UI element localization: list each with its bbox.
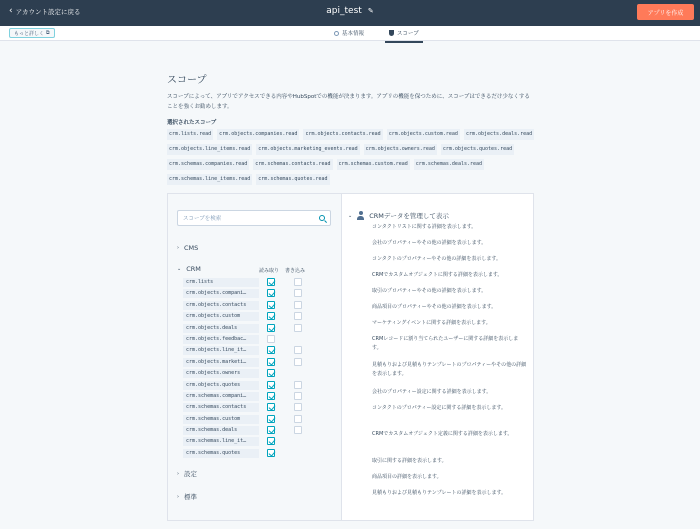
top-bar (0, 0, 700, 26)
scope-chip: crm.objects.custom.read (387, 129, 460, 140)
page-title: スコープ (167, 75, 207, 86)
info-circle-icon (334, 31, 339, 36)
read-checkbox[interactable] (267, 312, 275, 320)
crm-details-heading: CRMデータを管理して表示 (369, 212, 449, 220)
search-icon[interactable] (319, 215, 325, 221)
back-link-label: アカウント設定に戻る (15, 8, 81, 16)
scope-chip: crm.objects.companies.read (217, 129, 299, 140)
tab-basic-info-label: 基本情報 (342, 31, 365, 37)
crm-details-toggle[interactable] (348, 211, 449, 220)
scope-name: crm.schemas.custom (183, 415, 259, 424)
chevron-right-icon: › (177, 245, 179, 251)
scope-row (183, 380, 313, 391)
edit-pencil-icon[interactable]: ✎ (367, 7, 374, 15)
write-checkbox[interactable] (294, 312, 302, 320)
scope-row (183, 334, 313, 345)
read-checkbox[interactable] (267, 358, 275, 366)
write-checkbox[interactable] (294, 381, 302, 389)
read-checkbox[interactable] (267, 346, 275, 354)
read-checkbox[interactable] (267, 437, 275, 445)
permission-text: 取引のプロパティーやその他の詳細を表示します。 (372, 288, 487, 294)
read-checkbox[interactable] (267, 426, 275, 434)
read-checkbox[interactable] (267, 324, 275, 332)
scope-chip: crm.objects.deals.read (464, 129, 534, 140)
permission-text: 見積もりおよび見積もりテンプレートの詳細を表示します。 (372, 490, 507, 496)
scope-name: crm.objects.contacts (183, 301, 259, 310)
scope-row (183, 436, 313, 447)
write-checkbox[interactable] (294, 426, 302, 434)
scope-row (183, 311, 313, 322)
scope-name: crm.objects.compani… (183, 289, 259, 298)
group-settings[interactable] (177, 469, 197, 478)
write-checkbox[interactable] (294, 278, 302, 286)
permission-text: 取引に関する詳細を表示します。 (372, 458, 447, 464)
scope-chip: crm.objects.owners.read (364, 144, 437, 155)
scope-selection-panel (167, 193, 534, 521)
write-checkbox[interactable] (294, 324, 302, 332)
scope-name: crm.objects.deals (183, 324, 259, 333)
scope-row (183, 425, 313, 436)
write-checkbox[interactable] (294, 289, 302, 297)
scope-name: crm.schemas.contacts (183, 403, 259, 412)
read-checkbox[interactable] (267, 449, 275, 457)
scope-chip: crm.schemas.custom.read (337, 159, 410, 170)
group-settings-label: 設定 (184, 470, 197, 478)
permission-text: コンタクトのプロパティーやその他の詳細を表示します。 (372, 256, 502, 262)
scope-name: crm.schemas.compani… (183, 392, 259, 401)
permission-text: コンタクトリストに関する詳細を表示します。 (372, 224, 477, 230)
chevron-left-icon: ‹ (9, 6, 13, 16)
crm-scope-rows (183, 277, 313, 459)
scope-search-input[interactable] (177, 210, 331, 226)
scope-chip: crm.schemas.deals.read (414, 159, 484, 170)
scope-name: crm.schemas.quotes (183, 449, 259, 458)
scope-name: crm.objects.feedbac… (183, 335, 259, 344)
read-checkbox[interactable] (267, 381, 275, 389)
scope-name: crm.objects.quotes (183, 381, 259, 390)
scope-chip: crm.schemas.contacts.read (253, 159, 332, 170)
scope-chip: crm.schemas.line_items.read (167, 174, 252, 185)
group-crm-label: CRM (186, 265, 201, 273)
tab-scope-label: スコープ (397, 31, 419, 37)
column-write-header: 書き込み (285, 268, 306, 274)
write-checkbox[interactable] (294, 358, 302, 366)
scope-name: crm.schemas.line_it… (183, 437, 259, 446)
scope-chip: crm.objects.quotes.read (441, 144, 514, 155)
scope-chip: crm.objects.line_items.read (167, 144, 252, 155)
selected-scopes-label: 選択されたスコープ (167, 120, 217, 126)
scope-row (183, 300, 313, 311)
scope-name: crm.objects.custom (183, 312, 259, 321)
scope-row (183, 448, 313, 459)
write-checkbox[interactable] (294, 403, 302, 411)
shield-icon (389, 30, 394, 36)
scope-chip: crm.objects.marketing_events.read (256, 144, 359, 155)
chevron-right-icon: › (177, 493, 179, 500)
scope-row (183, 345, 313, 356)
group-standard-label: 標準 (184, 493, 197, 501)
chevron-right-icon: › (177, 470, 179, 477)
learn-more-label: もっと詳しく (14, 30, 45, 37)
read-checkbox[interactable] (267, 289, 275, 297)
tab-scope[interactable] (389, 29, 419, 37)
group-crm[interactable] (177, 265, 201, 273)
scope-row (183, 288, 313, 299)
app-name: api_test (326, 6, 362, 16)
permission-text: マーケティングイベントに関する詳細を表示します。 (372, 320, 491, 326)
app-title (0, 6, 700, 16)
scope-name: crm.objects.owners (183, 369, 259, 378)
scope-name: crm.objects.line_it… (183, 346, 259, 355)
permission-text: 商品項目の詳細を表示します。 (372, 474, 442, 480)
group-cms[interactable] (177, 244, 198, 252)
scope-name: crm.schemas.deals (183, 426, 259, 435)
read-checkbox[interactable] (267, 369, 275, 377)
permission-text: 会社のプロパティー設定に関する詳細を表示します。 (372, 389, 492, 395)
chevron-down-icon: ⌄ (348, 212, 353, 219)
scope-row (183, 277, 313, 288)
group-cms-label: CMS (184, 244, 199, 252)
write-checkbox[interactable] (294, 392, 302, 400)
read-checkbox[interactable] (267, 335, 275, 343)
column-read-header: 読み取り (259, 268, 280, 274)
learn-more-button[interactable] (9, 28, 55, 38)
write-checkbox[interactable] (294, 301, 302, 309)
permission-text: CRMでカスタムオブジェクト定義に関する詳細を表示します。 (372, 431, 513, 437)
read-checkbox[interactable] (267, 415, 275, 423)
scope-chip: crm.lists.read (167, 129, 213, 140)
scope-chip: crm.schemas.quotes.read (256, 174, 329, 185)
search-placeholder: スコープを検索 (183, 216, 222, 222)
scope-row (183, 357, 313, 368)
permission-text: CRMでカスタムオブジェクトに関する詳細を表示します。 (372, 272, 503, 278)
group-standard[interactable] (177, 492, 197, 501)
scope-chip: crm.objects.contacts.read (303, 129, 382, 140)
scope-row (183, 414, 313, 425)
tab-basic-info[interactable] (334, 29, 364, 37)
read-checkbox[interactable] (267, 301, 275, 309)
scope-description: スコープによって、アプリでアクセスできる内容やHubSpotでの機能が決まります。アプリの機能を保つために、スコープはできるだけ少なくすることを強くお勧めします。 (167, 94, 530, 110)
sub-navigation (0, 26, 700, 41)
contact-icon (357, 211, 364, 220)
permission-text: 商品項目のプロパティーやその他の詳細を表示します。 (372, 304, 497, 310)
selected-scopes-list (167, 129, 537, 185)
external-link-icon: ⧉ (46, 30, 50, 36)
permission-text: コンタクトのプロパティー設定に関する詳細を表示します。 (372, 405, 507, 411)
write-checkbox[interactable] (294, 415, 302, 423)
scope-row (183, 402, 313, 413)
read-checkbox[interactable] (267, 278, 275, 286)
scope-row (183, 368, 313, 379)
scope-row (183, 391, 313, 402)
read-checkbox[interactable] (267, 403, 275, 411)
permission-text: CRMレコードに割り当てられたユーザーに関する詳細を表示します。 (372, 336, 519, 351)
permission-text: 会社のプロパティーやその他の詳細を表示します。 (372, 240, 487, 246)
scope-tree (168, 194, 342, 520)
scope-name: crm.objects.marketi… (183, 358, 259, 367)
create-app-button[interactable]: アプリを作成 (637, 4, 694, 20)
scope-name: crm.lists (183, 278, 259, 287)
permission-text: 見積もりおよび見積もりテンプレートのプロパティーやその他の詳細を表示します。 (372, 362, 527, 377)
chevron-down-icon: ⌄ (177, 266, 182, 272)
scope-chip: crm.schemas.companies.read (167, 159, 249, 170)
write-checkbox[interactable] (294, 346, 302, 354)
read-checkbox[interactable] (267, 392, 275, 400)
scope-row (183, 323, 313, 334)
